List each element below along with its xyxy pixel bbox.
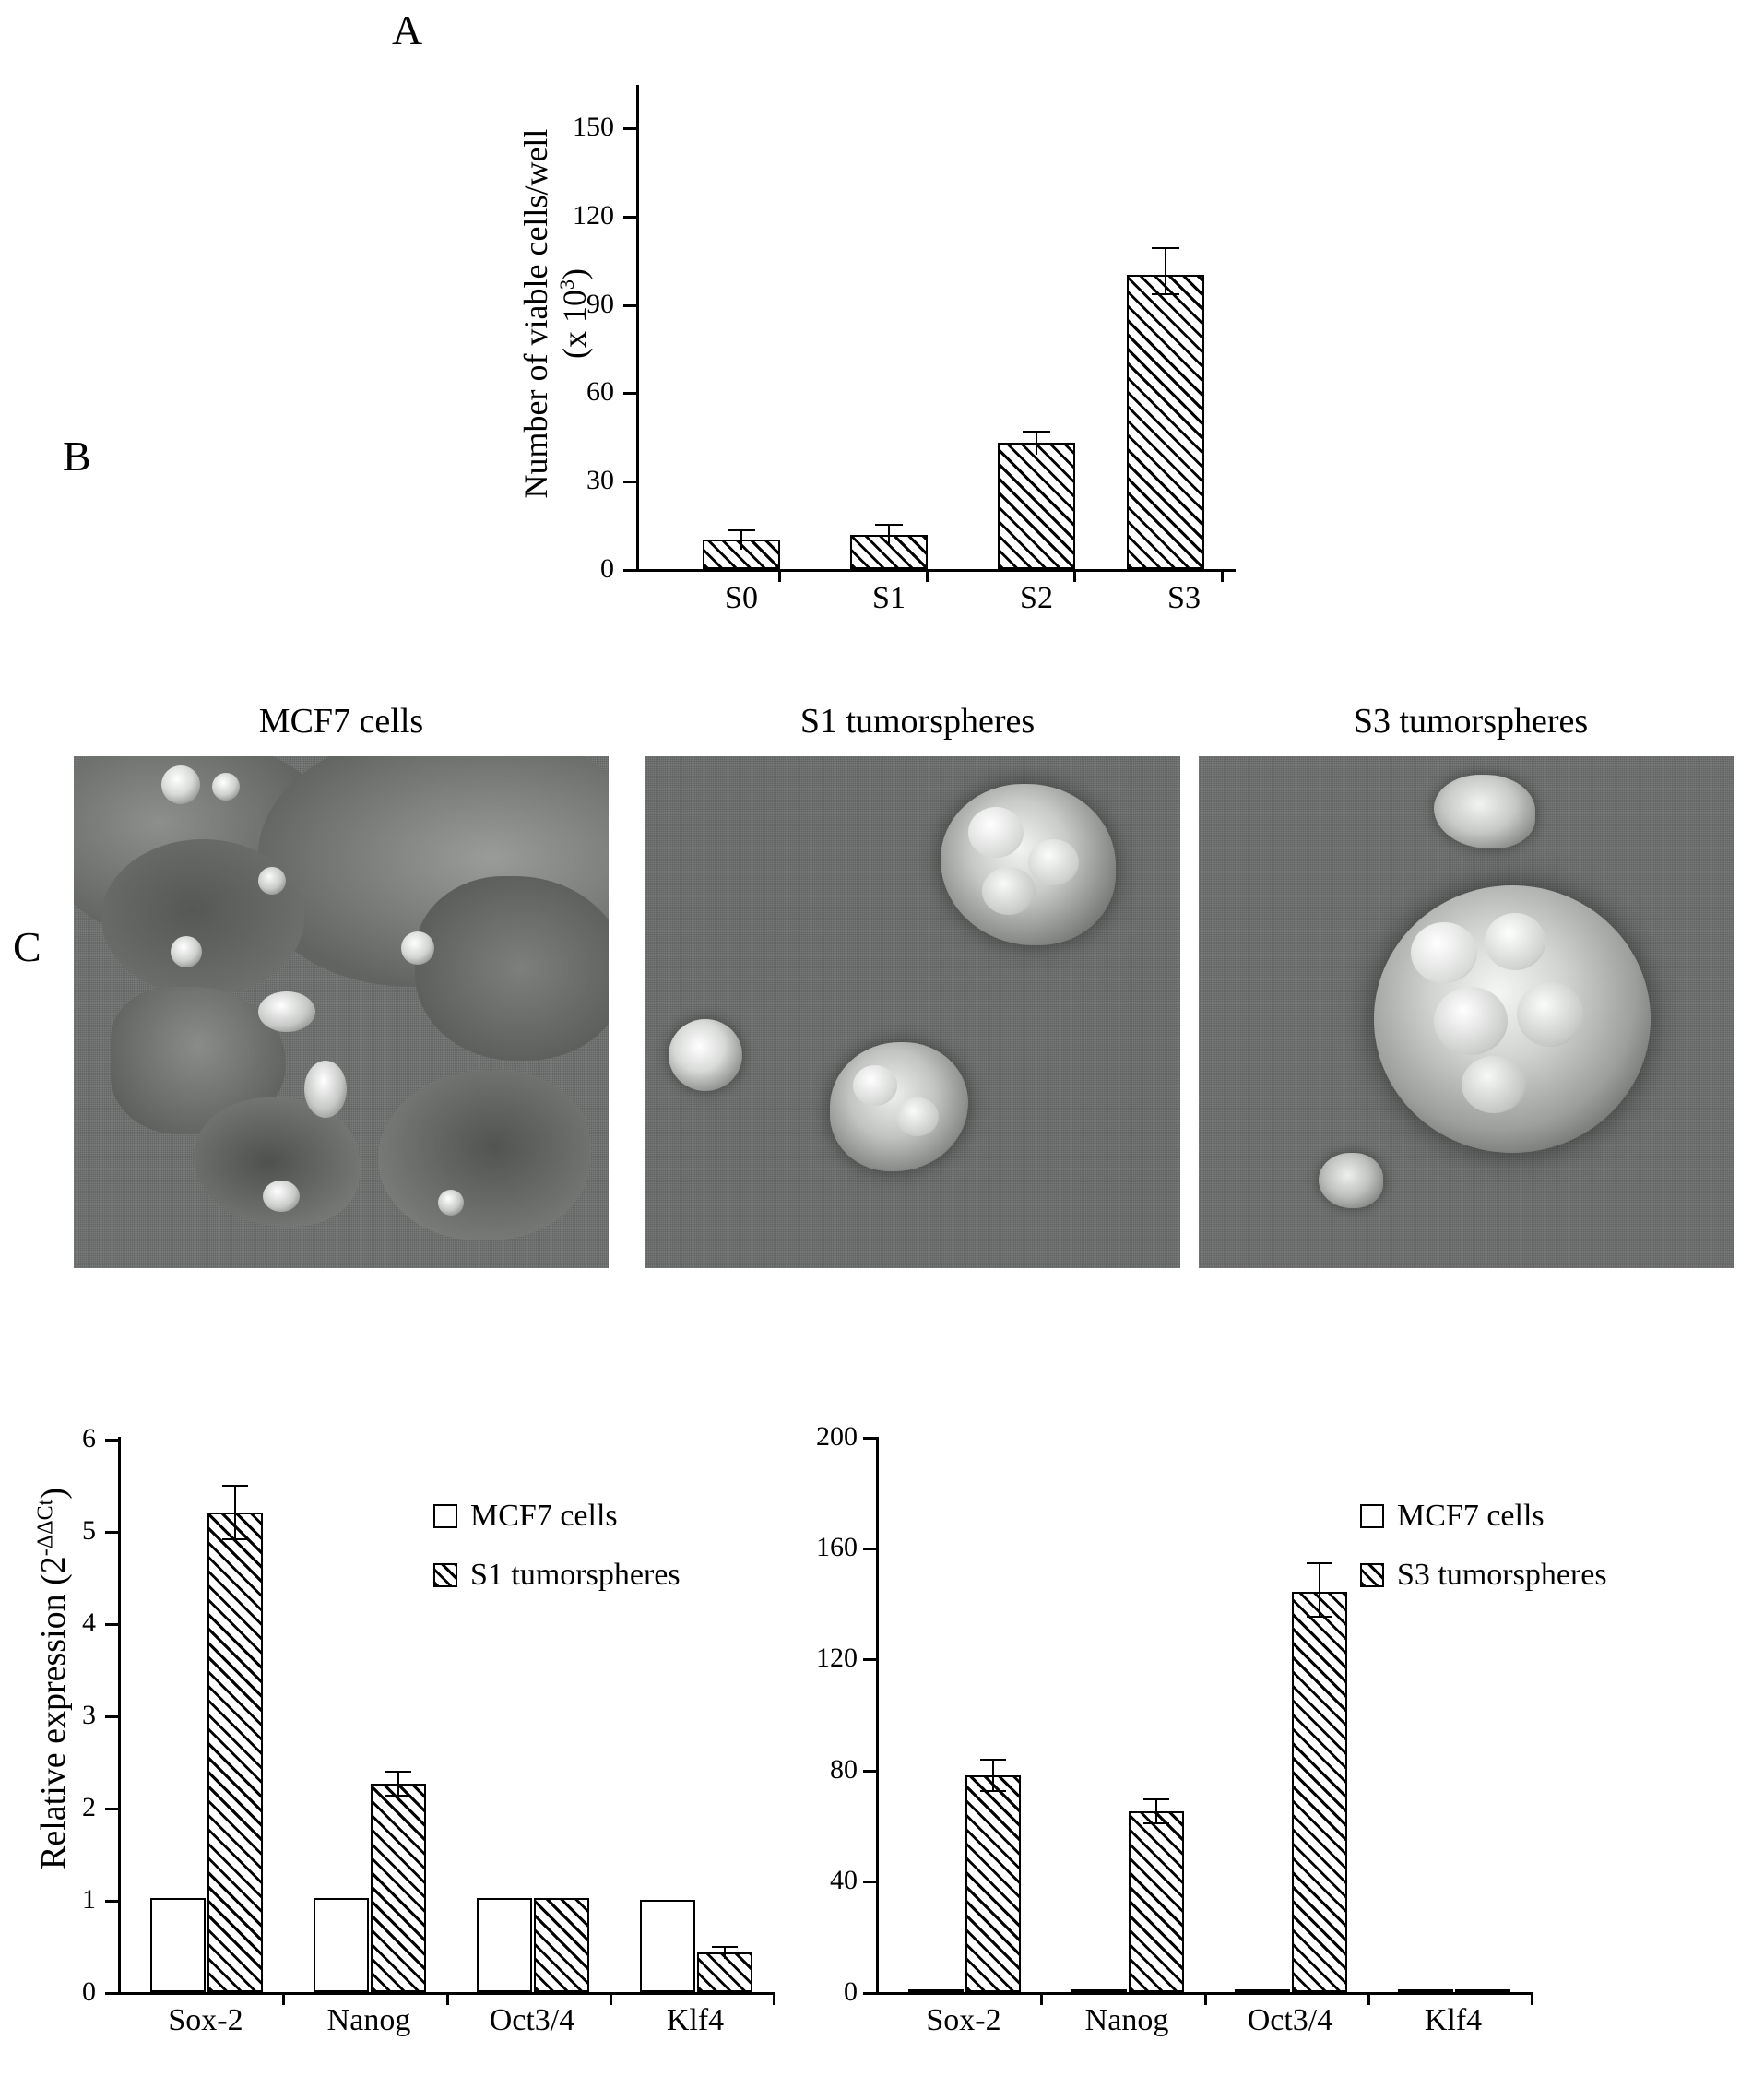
panel-c-left-bar-oct34-s1 [534, 1898, 589, 1992]
panel-c-left-xtick-label-nanog: Nanog [326, 2003, 411, 2037]
panel-c-left-xtick-label-klf4: Klf4 [666, 2003, 725, 2037]
panel-c-right-bar-sox2-mcf7 [908, 1989, 964, 1993]
panel-c-right-ytick-0 [863, 1992, 876, 1995]
legend-swatch-hatch-icon [433, 1563, 457, 1587]
panel-c-left-legend-item-mcf7 [433, 1499, 681, 1534]
panel-c-left-ytick-label-6: 6 [82, 1423, 96, 1453]
panel-c-right-ytick-label-40: 40 [830, 1865, 858, 1895]
panel-c-ylabel-sup: -ΔΔCt [33, 1499, 58, 1557]
panel-a-ytick-label-90: 90 [586, 289, 614, 319]
panel-c-right-bar-nanog-s3 [1129, 1811, 1184, 1992]
panel-c-right-bar-oct34-s3 [1292, 1592, 1347, 1992]
panel-a-xtick-label-s0: S0 [725, 581, 758, 615]
panel-c-left-ytick-label-1: 1 [82, 1884, 96, 1915]
panel-c-right-legend-item-mcf7 [1360, 1499, 1607, 1534]
legend-swatch-white-icon [433, 1504, 457, 1528]
panel-c-right-legend-label-mcf7: MCF7 cells [1397, 1499, 1545, 1533]
panel-c-left-bar-nanog-mcf7 [314, 1898, 369, 1992]
panel-c-right-ytick-40 [863, 1881, 876, 1883]
legend-swatch-hatch-icon [1360, 1563, 1384, 1587]
panel-c-right-ytick-120 [863, 1658, 876, 1661]
panel-c-left-ytick-2 [105, 1808, 118, 1810]
panel-c-left-ytick-label-0: 0 [82, 1976, 96, 2007]
panel-c-left-bar-oct34-mcf7 [477, 1898, 532, 1992]
panel-c-left-ytick-label-3: 3 [82, 1700, 96, 1730]
panel-c-right-legend-label-s3: S3 tumorspheres [1397, 1558, 1607, 1592]
panel-c-left-ytick-label-2: 2 [82, 1792, 96, 1822]
panel-c-left-errbar-sox2-s1 [222, 1485, 248, 1540]
mcf7-cells-title: MCF7 cells [258, 702, 424, 741]
panel-c-right-errbar-sox2-s3 [980, 1759, 1006, 1792]
panel-a-ytick-label-60: 60 [586, 376, 614, 407]
panel-c-right-xtick-label-oct34: Oct3/4 [1247, 2003, 1333, 2037]
panel-c-left-ytick-1 [105, 1900, 118, 1903]
panel-a-ylabel-line2-text: (x 10 [556, 290, 593, 359]
panel-c-right-ytick-80 [863, 1770, 876, 1773]
panel-c-left-ytick-0 [105, 1992, 118, 1995]
panel-c-right-bar-sox2-s3 [965, 1775, 1021, 1992]
panel-a-ylabel-line2-end: ) [556, 268, 593, 279]
panel-c-letter: C [13, 923, 41, 970]
panel-a-ytick-label-0: 0 [600, 553, 614, 584]
panel-c-left-bar-klf4-mcf7 [640, 1900, 695, 1992]
panel-c-left-y-axis [118, 1437, 121, 1994]
panel-c-right-ytick-label-80: 80 [830, 1754, 858, 1785]
panel-c-right-bar-nanog-mcf7 [1071, 1989, 1127, 1993]
panel-c-right-xtick-label-sox2: Sox-2 [926, 2003, 1001, 2037]
panel-c-left-ytick-label-5: 5 [82, 1515, 96, 1546]
panel-c-left-legend-item-s1 [433, 1558, 681, 1593]
panel-c-right-ytick-label-160: 160 [816, 1532, 858, 1562]
panel-a-ytick-label-150: 150 [573, 112, 614, 142]
panel-b-letter: B [63, 433, 91, 480]
panel-a-xtick-label-s3: S3 [1167, 581, 1201, 615]
panel-c-left-bar-sox2-mcf7 [150, 1898, 206, 1992]
legend-swatch-white-icon [1360, 1504, 1384, 1528]
panel-c-left-xtick-label-oct34: Oct3/4 [489, 2003, 575, 2037]
panel-a-letter: A [392, 6, 423, 53]
panel-c-left-xtick-label-sox2: Sox-2 [168, 2003, 243, 2037]
panel-c-ylabel-end: ) [34, 1488, 73, 1500]
panel-c-left-ytick-label-4: 4 [82, 1608, 96, 1638]
panel-c-left-errbar-klf4-s1 [712, 1946, 738, 1959]
panel-c-left-bar-nanog-s1 [371, 1784, 426, 1992]
panel-c-right-bar-klf4-mcf7 [1398, 1989, 1453, 1993]
panel-c-right-errbar-nanog-s3 [1143, 1798, 1169, 1824]
panel-c-right-legend [1360, 1499, 1607, 1617]
panel-a-xtick-label-s1: S1 [872, 581, 906, 615]
s3-tumorspheres-title: S3 tumorspheres [1353, 702, 1589, 741]
panel-c-left-legend [433, 1499, 681, 1617]
panel-a-xtick-label-s2: S2 [1020, 581, 1053, 615]
panel-a-ytick-label-30: 30 [586, 465, 614, 495]
panel-c-left-bar-sox2-s1 [207, 1513, 263, 1992]
panel-c-left-ytick-4 [105, 1623, 118, 1626]
panel-c-ylabel-main: Relative expression (2 [34, 1556, 73, 1869]
panel-c-left-legend-label-s1: S1 tumorspheres [470, 1558, 681, 1592]
panel-c-left-chart [0, 0, 876, 2100]
panel-c-left-ytick-6 [105, 1439, 118, 1442]
panel-c-right-xtick-label-klf4: Klf4 [1424, 2003, 1483, 2037]
panel-c-right-bar-klf4-s3 [1455, 1989, 1510, 1993]
panel-c-left-ytick-3 [105, 1715, 118, 1718]
panel-c-right-legend-item-s3 [1360, 1558, 1607, 1593]
panel-c-right-y-axis [876, 1437, 879, 1994]
panel-a-ytick-label-120: 120 [573, 200, 614, 231]
s1-tumorspheres-title: S1 tumorspheres [799, 702, 1036, 741]
panel-c-left-legend-label-mcf7: MCF7 cells [470, 1499, 618, 1533]
panel-c-right-ytick-label-0: 0 [844, 1976, 858, 2007]
panel-c-right-ytick-label-200: 200 [816, 1421, 858, 1452]
panel-c-right-ytick-160 [863, 1548, 876, 1550]
panel-a-ylabel-line1: Number of viable cells/well [517, 128, 554, 499]
panel-c-left-errbar-nanog-s1 [385, 1771, 411, 1797]
panel-c-right-ytick-label-120: 120 [816, 1643, 858, 1673]
panel-c-right-chart [816, 0, 1764, 2100]
panel-c-right-xtick-label-nanog: Nanog [1084, 2003, 1169, 2037]
panel-c-right-ytick-200 [863, 1437, 876, 1440]
panel-c-left-ytick-5 [105, 1531, 118, 1534]
panel-c-right-bar-oct34-mcf7 [1235, 1989, 1290, 1993]
panel-c-right-errbar-oct34-s3 [1307, 1562, 1332, 1618]
panel-a-ylabel-exp: 3 [555, 279, 578, 290]
